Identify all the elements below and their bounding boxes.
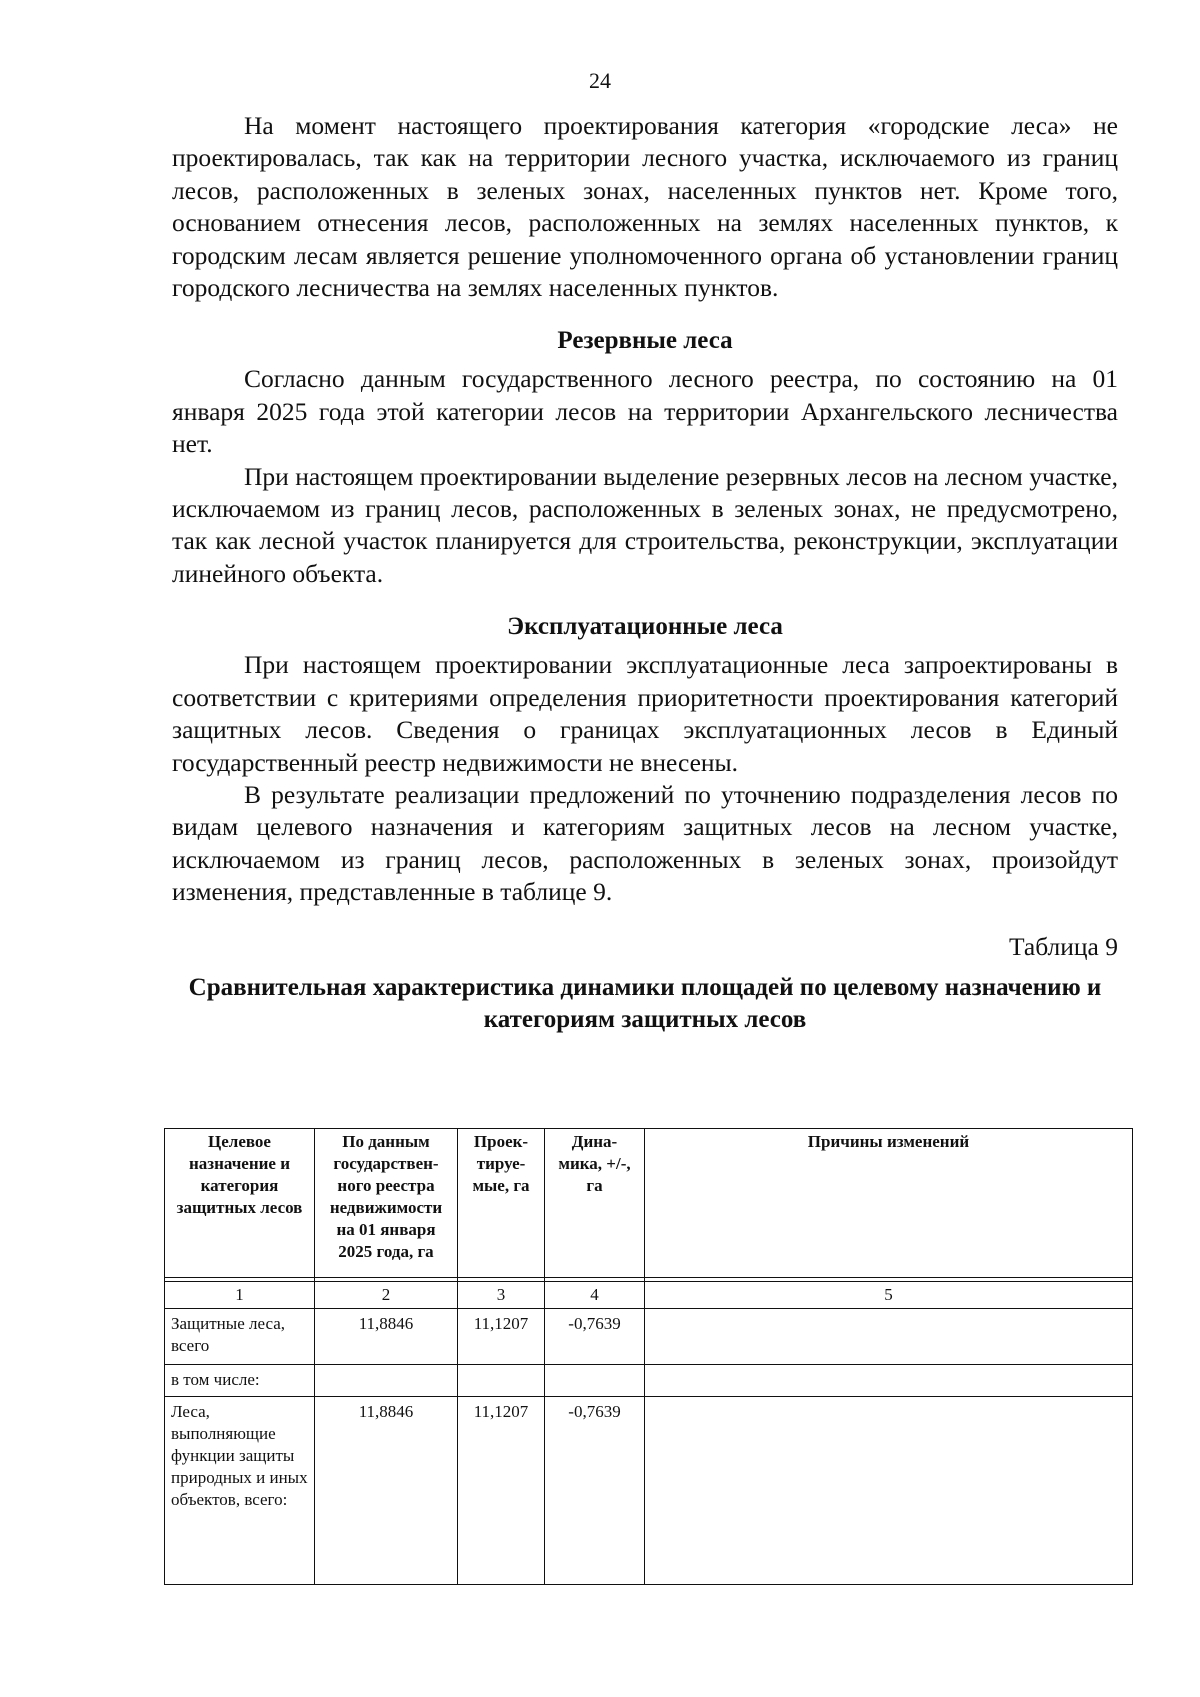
header-dynamics: Дина-мика, +/-, га bbox=[545, 1129, 645, 1278]
table-caption: Таблица 9 bbox=[1008, 931, 1118, 961]
table-row bbox=[165, 1397, 1133, 1585]
cell-reasons bbox=[645, 1397, 1133, 1585]
cell-state-registry: 11,8846 bbox=[315, 1397, 458, 1585]
paragraph-reserve-registry: Согласно данным государственного лесного реестра, по состоянию на 01 января 2025 года этой категории лесов на территории Архангельского лесничества нет. bbox=[172, 364, 1118, 459]
table-row bbox=[165, 1309, 1133, 1365]
column-number: 5 bbox=[645, 1282, 1133, 1309]
cell-dynamics: -0,7639 bbox=[545, 1397, 645, 1585]
page-number: 24 bbox=[589, 68, 611, 93]
paragraph-reserve-design: При настоящем проектировании выделение резервных лесов на лесном участке, исключаемом из границ лесов, расположенных в зеленых зонах, не предусмотрено, так как лесной участок планируется для строительства, реконструкции, эксплуатации линейного объекта. bbox=[172, 461, 1118, 588]
paragraph-changes-summary: В результате реализации предложений по уточнению подразделения лесов по видам целевого назначения и категориям защитных лесов на лесном участке, исключаемом из границ лесов, расположенных в зеленых зонах, произойдут изменения, представленные в таблице 9. bbox=[172, 779, 1118, 907]
header-purpose-category: Целевое назначение и категория защитных лесов bbox=[165, 1129, 315, 1278]
column-number: 1 bbox=[165, 1282, 315, 1309]
header-projected: Проек-тируе-мые, га bbox=[458, 1129, 545, 1278]
table-column-numbers bbox=[165, 1282, 1133, 1309]
row-label: в том числе: bbox=[165, 1365, 315, 1397]
document-body bbox=[172, 110, 1118, 1036]
heading-reserve-forests: Резервные леса bbox=[557, 327, 733, 355]
row-label: Леса, выполняющие функции защиты природных и иных объектов, всего: bbox=[165, 1397, 315, 1585]
cell-state-registry: 11,8846 bbox=[315, 1309, 458, 1365]
column-number: 2 bbox=[315, 1282, 458, 1309]
table-title: Сравнительная характеристика динамики площадей по целевому назначению и категориям защитных лесов bbox=[188, 973, 1102, 1033]
cell-reasons bbox=[645, 1309, 1133, 1365]
row-label: Защитные леса, всего bbox=[165, 1309, 315, 1365]
cell-projected bbox=[458, 1365, 545, 1397]
cell-state-registry bbox=[315, 1365, 458, 1397]
column-number: 4 bbox=[545, 1282, 645, 1309]
table-row bbox=[165, 1365, 1133, 1397]
cell-dynamics bbox=[545, 1365, 645, 1397]
header-state-registry: По данным государствен-ного реестра недвижимости на 01 января 2025 года, га bbox=[315, 1129, 458, 1278]
header-reasons: Причины изменений bbox=[645, 1129, 1133, 1278]
cell-projected: 11,1207 bbox=[458, 1397, 545, 1585]
comparison-table bbox=[164, 1128, 1133, 1585]
cell-dynamics: -0,7639 bbox=[545, 1309, 645, 1365]
column-number: 3 bbox=[458, 1282, 545, 1309]
paragraph-city-forests: На момент настоящего проектирования категория «городские леса» не проектировалась, так как на территории лесного участка, исключаемого из границ лесов, расположенных в зеленых зонах, населенных пунктов нет. Кроме того, основанием отнесения лесов, расположенных на землях населенных пунктов, к городским лесам является решение уполномоченного органа об установлении границ городского лесничества на землях населенных пунктов. bbox=[172, 111, 1118, 303]
cell-reasons bbox=[645, 1365, 1133, 1397]
paragraph-exploitation-design: При настоящем проектировании эксплуатационные леса запроектированы в соответствии с критериями определения приоритетности проектирования категорий защитных лесов. Сведения о границах эксплуатационных лесов в Единый государственный реестр недвижимости не внесены. bbox=[172, 650, 1118, 777]
table-header-row bbox=[165, 1129, 1133, 1278]
heading-exploitation-forests: Эксплуатационные леса bbox=[507, 613, 783, 641]
cell-projected: 11,1207 bbox=[458, 1309, 545, 1365]
